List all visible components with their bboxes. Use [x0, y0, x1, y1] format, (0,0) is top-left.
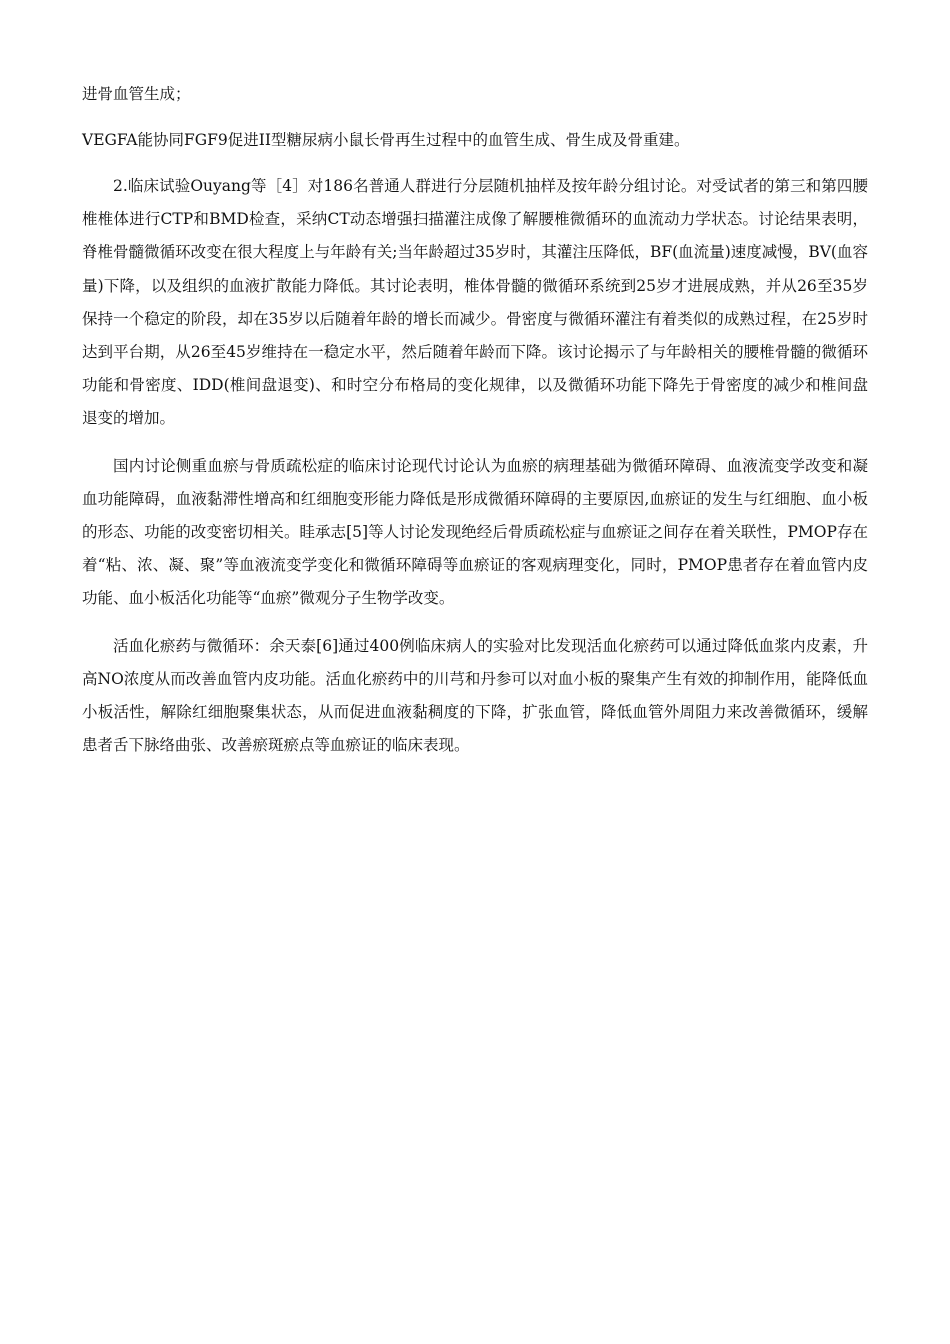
- paragraph-domestic-research: 国内讨论侧重血瘀与骨质疏松症的临床讨论现代讨论认为血瘀的病理基础为微循环障碍、血液流变学改变和凝血功能障碍，血液黏滞性增高和红细胞变形能力降低是形成微循环障碍的主要原因,血瘀证的发生与红细胞、血小板的形态、功能的改变密切相关。眭承志[5]等人讨论发现绝经后骨质疏松症与血瘀证之间存在着关联性，PMOP存在着“粘、浓、凝、聚”等血液流变学变化和微循环障碍等血瘀证的客观病理变化，同时，PMOP患者存在着血管内皮功能、血小板活化功能等“血瘀”微观分子生物学改变。: [82, 456, 868, 608]
- document-body: [82, 78, 868, 762]
- paragraph-blood-activating-drugs: 活血化瘀药与微循环：余天泰[6]通过400例临床病人的实验对比发现活血化瘀药可以通过降低血浆内皮素，升高NO浓度从而改善血管内皮功能。活血化瘀药中的川芎和丹参可以对血小板的聚集产生有效的抑制作用，能降低血小板活性，解除红细胞聚集状态，从而促进血液黏稠度的下降，扩张血管，降低血管外周阻力来改善微循环，缓解患者舌下脉络曲张、改善瘀斑瘀点等血瘀证的临床表现。: [82, 636, 868, 755]
- text-line-vegfa: VEGFA能协同FGF9促进II型糖尿病小鼠长骨再生过程中的血管生成、骨生成及骨重建。: [82, 131, 690, 149]
- paragraph-clinical-trial: 2.临床试验Ouyang等［4］对186名普通人群进行分层随机抽样及按年龄分组讨论。对受试者的第三和第四腰椎椎体进行CTP和BMD检查，采纳CT动态增强扫描灌注成像了解腰椎微循环的血流动力学状态。讨论结果表明，脊椎骨髓微循环改变在很大程度上与年龄有关;当年龄超过35岁时，其灌注压降低，BF(血流量)速度减慢，BV(血容量)下降，以及组织的血液扩散能力降低。其讨论表明，椎体骨髓的微循环系统到25岁才进展成熟，并从26至35岁保持一个稳定的阶段，却在35岁以后随着年龄的增长而减少。骨密度与微循环灌注有着类似的成熟过程，在25岁时达到平台期，从26至45岁维持在一稳定水平，然后随着年龄而下降。该讨论揭示了与年龄相关的腰椎骨髓的微循环功能和骨密度、IDD(椎间盘退变)、和时空分布格局的变化规律，以及微循环功能下降先于骨密度的减少和椎间盘退变的增加。: [82, 177, 868, 428]
- text-line-continuation: 进骨血管生成；: [82, 85, 191, 103]
